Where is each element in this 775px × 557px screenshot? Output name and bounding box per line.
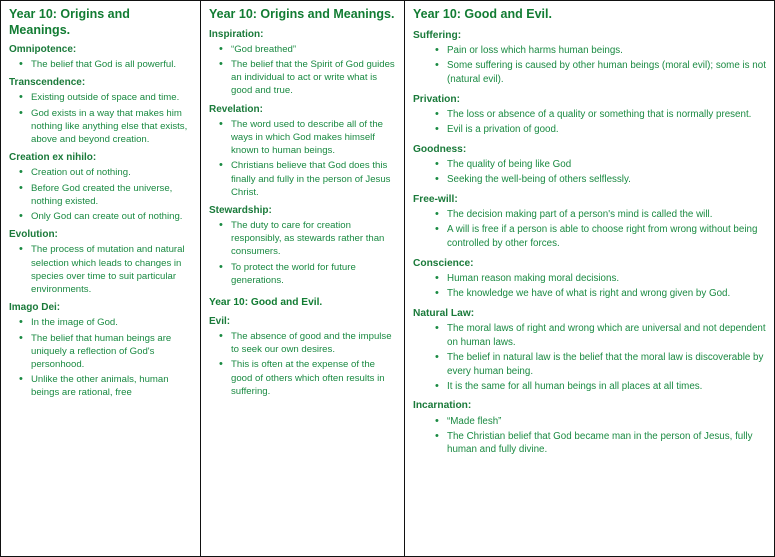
list-item: • Evil is a privation of good. [447, 123, 766, 137]
list-item: • In the image of God. [31, 316, 192, 329]
points-creation-ex-nihilo [9, 166, 192, 223]
term-revelation: Revelation: [209, 103, 263, 115]
term-omnipotence: Omnipotence: [9, 44, 77, 56]
term-suffering: Suffering: [413, 29, 462, 41]
list-item: • The loss or absence of a quality or something that is normally present. [447, 108, 766, 122]
term-conscience: Conscience: [413, 257, 474, 269]
list-item: • The duty to care for creation responsibly, as stewards rather than consumers. [231, 219, 396, 259]
list-item: • The knowledge we have of what is right and wrong given by God. [447, 287, 766, 301]
list-item: • Existing outside of space and time. [31, 91, 192, 104]
term-evolution: Evolution: [9, 229, 58, 241]
list-item: • The Christian belief that God became man in the person of Jesus, fully human and fully divine. [447, 430, 766, 458]
list-item: • The word used to describe all of the ways in which God makes himself known to human beings. [231, 118, 396, 158]
list-item: • God exists in a way that makes him nothing like anything else that exists, above and beyond creation. [31, 107, 192, 147]
list-item: • The moral laws of right and wrong which are universal and not dependent on human laws. [447, 322, 766, 350]
column-2-title: Year 10: Origins and Meanings. [209, 7, 395, 21]
list-item: • It is the same for all human beings in all places at all times. [447, 380, 766, 394]
list-item: • Human reason making moral decisions. [447, 272, 766, 286]
points-incarnation [413, 415, 766, 458]
list-item: • The belief that God is all powerful. [31, 58, 192, 71]
term-privation: Privation: [413, 93, 460, 105]
list-item: • The absence of good and the impulse to seek our own desires. [231, 330, 396, 356]
points-transcendence [9, 91, 192, 146]
column-1-title: Year 10: Origins and Meanings. [9, 7, 130, 37]
list-item: • “God breathed” [231, 43, 396, 56]
points-stewardship [209, 219, 396, 287]
points-free-will [413, 208, 766, 251]
list-item: • The process of mutation and natural selection which leads to changes in species over time to suit particular environments. [31, 243, 192, 296]
term-inspiration: Inspiration: [209, 28, 264, 40]
term-creation-ex-nihilo: Creation ex nihilo: [9, 152, 97, 164]
list-item: • A will is free if a person is able to choose right from wrong without being controlled by other forces. [447, 223, 766, 251]
list-item: • The quality of being like God [447, 158, 766, 172]
column-2-subtitle: Year 10: Good and Evil. [209, 297, 323, 309]
points-revelation [209, 118, 396, 199]
term-evil: Evil: [209, 315, 231, 327]
list-item: • Pain or loss which harms human beings. [447, 44, 766, 58]
list-item: • Christians believe that God does this finally and fully in the person of Jesus Christ. [231, 159, 396, 199]
points-conscience [413, 272, 766, 301]
points-evil [209, 330, 396, 398]
term-incarnation: Incarnation: [413, 400, 472, 412]
points-suffering [413, 44, 766, 87]
points-natural-law [413, 322, 766, 394]
list-item: • Only God can create out of nothing. [31, 210, 192, 223]
list-item: • The belief in natural law is the belief that the moral law is discoverable by every human being. [447, 351, 766, 379]
list-item: • Some suffering is caused by other human beings (moral evil); some is not (natural evil). [447, 59, 766, 87]
list-item: • Before God created the universe, nothing existed. [31, 182, 192, 208]
points-omnipotence [9, 58, 192, 71]
term-stewardship: Stewardship: [209, 204, 272, 216]
term-free-will: Free-will: [413, 193, 458, 205]
list-item: • Creation out of nothing. [31, 166, 192, 179]
list-item: • The belief that the Spirit of God guides an individual to act or write what is good and true. [231, 58, 396, 98]
list-item: • This is often at the expense of the good of others which often results in suffering. [231, 358, 396, 398]
term-transcendence: Transcendence: [9, 77, 86, 89]
term-imago-dei: Imago Dei: [9, 302, 61, 314]
points-evolution [9, 243, 192, 296]
list-item: • Unlike the other animals, human beings are rational, free [31, 373, 192, 399]
list-item: • The decision making part of a person's mind is called the will. [447, 208, 766, 222]
points-imago-dei [9, 316, 192, 399]
column-origins-and-meanings-1 [1, 1, 201, 556]
column-origins-and-meanings-2 [201, 1, 405, 556]
points-inspiration [209, 43, 396, 98]
points-goodness [413, 158, 766, 187]
list-item: • Seeking the well-being of others selflessly. [447, 173, 766, 187]
column-good-and-evil [405, 1, 774, 556]
column-3-title: Year 10: Good and Evil. [413, 7, 552, 21]
points-privation [413, 108, 766, 137]
list-item: • The belief that human beings are uniquely a reflection of God's personhood. [31, 332, 192, 372]
term-goodness: Goodness: [413, 143, 467, 155]
list-item: • To protect the world for future generations. [231, 261, 396, 287]
term-natural-law: Natural Law: [413, 307, 475, 319]
list-item: • “Made flesh” [447, 415, 766, 429]
